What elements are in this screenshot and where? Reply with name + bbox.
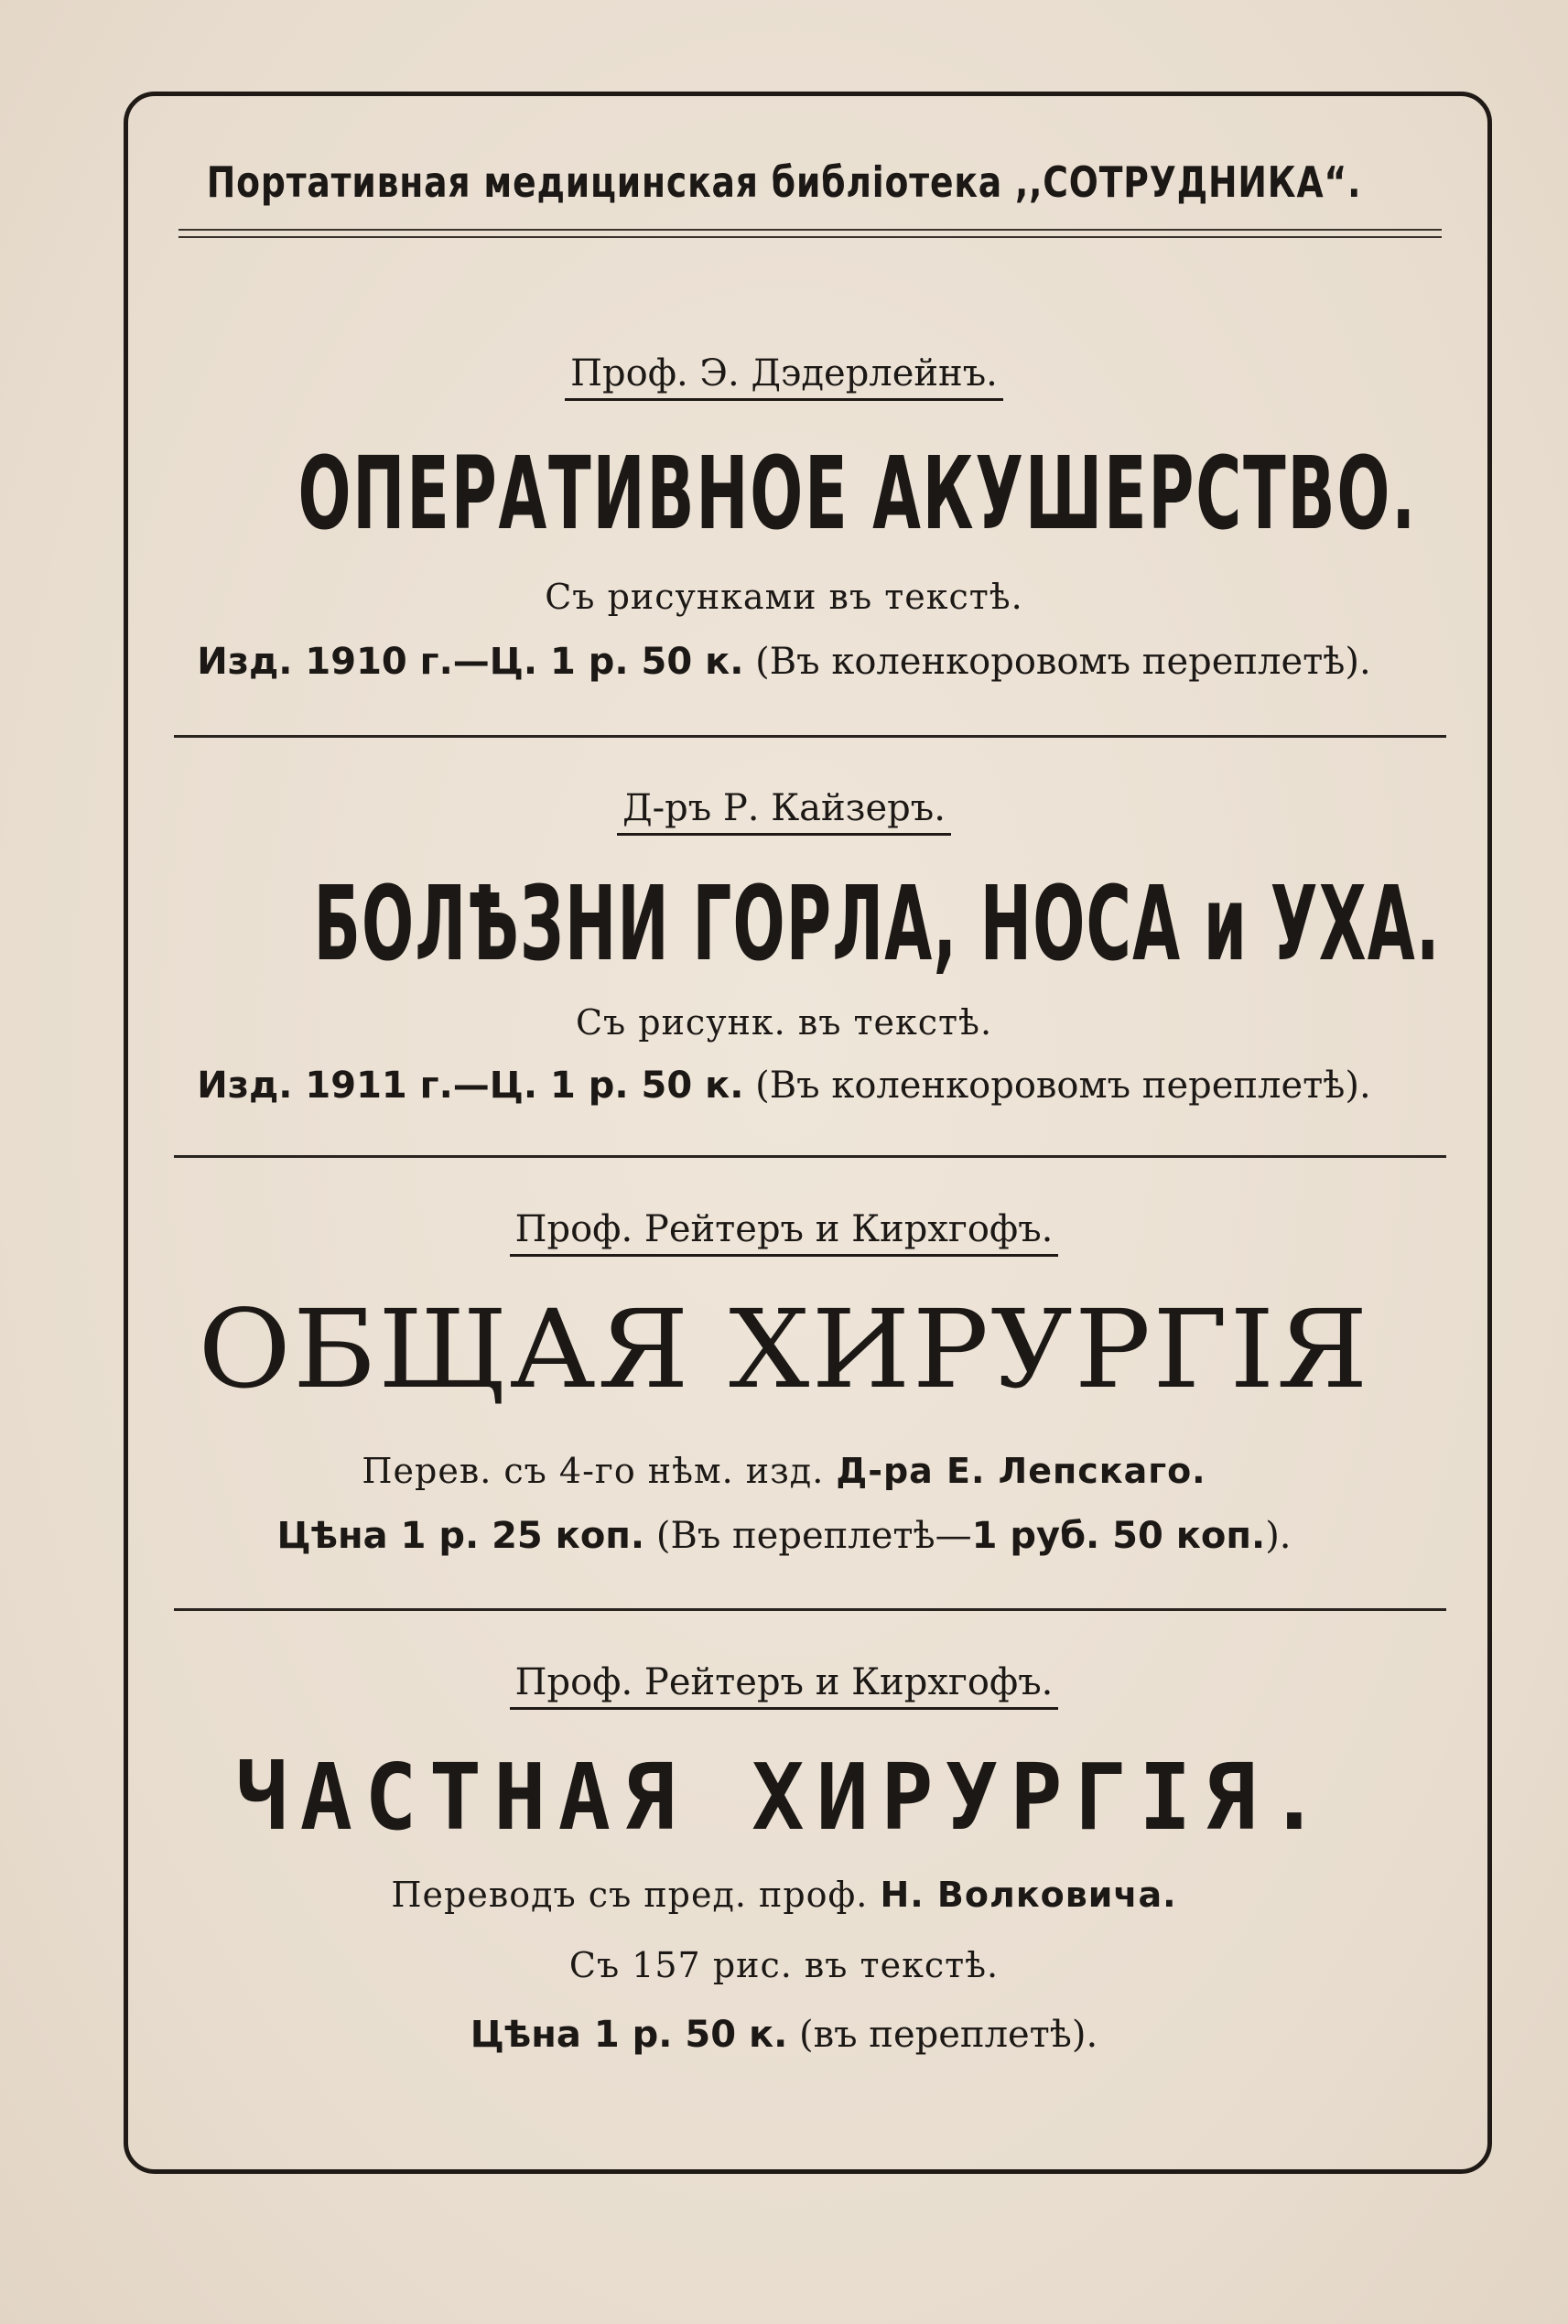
- book1-price: Изд. 1910 г.—Ц. 1 р. 50 к. (Въ коленкоровомъ переплетѣ).: [197, 641, 1371, 683]
- book4-illustrations-note: Съ 157 рис. въ текстѣ.: [568, 1945, 1000, 1985]
- book4-price: Цѣна 1 р. 50 к. (въ переплетѣ).: [470, 2014, 1098, 2056]
- book2-illustrations-note: Съ рисунк. въ текстѣ.: [575, 1002, 993, 1043]
- book3-title: ОБЩАЯ ХИРУРГІЯ: [198, 1286, 1370, 1412]
- page-border: [124, 92, 1492, 2174]
- book3-price: Цѣна 1 р. 25 коп. (Въ переплетѣ—1 руб. 50 коп.).: [276, 1515, 1292, 1557]
- book3-translation-note: Перев. съ 4-го нѣм. изд. Д-ра Е. Лепскаго.: [362, 1451, 1206, 1491]
- book2-price: Изд. 1911 г.—Ц. 1 р. 50 к. (Въ коленкоровомъ переплетѣ).: [197, 1065, 1371, 1107]
- book4-title: ЧАСТНАЯ ХИРУРГІЯ.: [235, 1744, 1333, 1851]
- library-header: Портативная медицинская библіотека ,,СОТРУДНИКА“.: [206, 157, 1362, 207]
- separator-rule: [174, 1608, 1446, 1611]
- book1-author: Проф. Э. Дэдерлейнъ.: [0, 352, 1568, 401]
- book4-author: Проф. Рейтеръ и Кирхгофъ.: [0, 1661, 1568, 1710]
- book3-author: Проф. Рейтеръ и Кирхгофъ.: [0, 1208, 1568, 1257]
- header-double-rule: [178, 229, 1442, 238]
- book4-translation-note: Переводъ съ пред. проф. Н. Волковича.: [391, 1875, 1177, 1915]
- book1-illustrations-note: Съ рисунками въ текстѣ.: [545, 577, 1023, 617]
- separator-rule: [174, 735, 1446, 738]
- book2-title: БОЛѢЗНИ ГОРЛА, НОСА и УХА.: [313, 865, 1441, 984]
- book1-title: ОПЕРАТИВНОЕ АКУШЕРСТВО.: [297, 435, 1418, 552]
- book2-author: Д-ръ Р. Кайзеръ.: [0, 787, 1568, 836]
- separator-rule: [174, 1155, 1446, 1158]
